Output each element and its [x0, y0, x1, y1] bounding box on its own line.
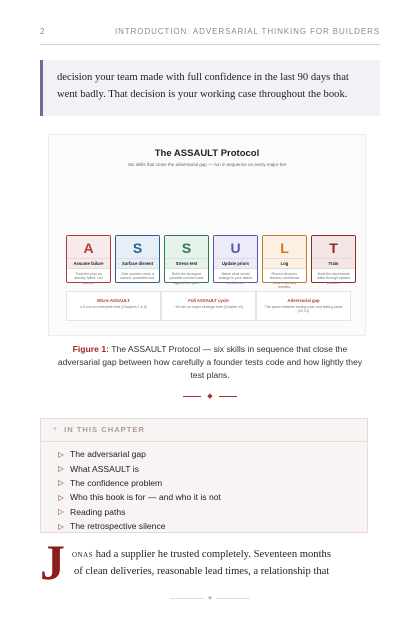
body-line-1-text: had a supplier he trusted completely. Seventeen months — [93, 549, 331, 560]
card-desc: Build the adversarial reflex through spaced practice. — [316, 272, 351, 285]
protocol-card — [311, 235, 356, 283]
card-skill: Update priors — [214, 258, 257, 269]
topic-label: What ASSAULT is — [70, 463, 139, 474]
card-skill: Stress-test — [165, 258, 208, 269]
card-desc: Record decision, dissent, confidence before memory rewrites. — [269, 272, 300, 289]
header-rule — [40, 44, 380, 45]
figure-caption — [52, 343, 368, 382]
card-skill: Assume failure — [67, 258, 110, 269]
footer-ornament — [0, 595, 420, 601]
running-header — [40, 24, 380, 38]
divider-line-right — [219, 396, 237, 397]
card-letter: T — [312, 236, 355, 258]
triangle-right-icon: ▷ — [58, 492, 64, 502]
card-desc: Build the strongest possible counter-case against the plan. — [169, 272, 204, 285]
summary-box-title: Adversarial gap — [287, 298, 320, 303]
triangle-right-icon: ▷ — [58, 449, 64, 459]
plus-icon: + — [53, 426, 59, 433]
first-word-smallcaps: onas — [72, 549, 94, 560]
card-desc: Treat the plan as already failed. List causes. — [74, 272, 103, 285]
protocol-card — [213, 235, 258, 283]
callout-box — [40, 60, 380, 116]
divider-line-left — [183, 396, 201, 397]
figure-caption-text: The ASSAULT Protocol — six skills in sequence that close the adversarial gap between how carefully a founder tests code and how lightly they test plans. — [57, 344, 363, 380]
body-line-2: of clean deliveries, reasonable lead times, a relationship that — [74, 566, 330, 577]
topic-item — [58, 461, 221, 475]
chapter-box-header — [53, 425, 145, 434]
triangle-right-icon: ▷ — [58, 478, 64, 488]
summary-box-title: Micro-ASSAULT — [97, 298, 130, 303]
summary-box-desc: 4-5 min on reversible bets (Chapters 1 & 8) — [80, 305, 147, 309]
in-this-chapter-box — [40, 418, 368, 533]
topic-label: The confidence problem — [70, 477, 163, 488]
topic-label: Reading paths — [70, 506, 126, 517]
card-letter: S — [165, 236, 208, 258]
card-letter: U — [214, 236, 257, 258]
section-divider — [0, 391, 420, 401]
triangle-right-icon: ▷ — [58, 507, 64, 517]
card-letter: A — [67, 236, 110, 258]
chapter-topic-list — [58, 447, 221, 533]
triangle-right-icon: ▷ — [58, 464, 64, 474]
topic-item — [58, 447, 221, 461]
topic-label: The adversarial gap — [70, 449, 146, 460]
summary-box — [256, 291, 351, 321]
triangle-right-icon: ▷ — [58, 521, 64, 531]
summary-box — [66, 291, 161, 321]
protocol-card — [262, 235, 307, 289]
footer-line-right — [216, 598, 250, 599]
topic-item — [58, 505, 221, 519]
protocol-card — [66, 235, 111, 283]
card-desc: Name what would change in your stated confidence. — [218, 272, 253, 285]
page-number: 2 — [40, 26, 46, 36]
figure-summary-boxes — [66, 291, 351, 321]
topic-item — [58, 476, 221, 490]
running-title: INTRODUCTION: ADVERSARIAL THINKING FOR BUILDERS — [115, 26, 380, 36]
topic-item — [58, 490, 221, 504]
chapter-box-heading: IN THIS CHAPTER — [64, 425, 145, 434]
summary-box-desc: ~90 min on major strategic bets (Chapter 10) — [173, 305, 244, 309]
protocol-cards — [66, 235, 356, 289]
chapter-box-rule — [41, 441, 367, 442]
body-line-1 — [72, 546, 368, 563]
topic-item — [58, 519, 221, 533]
summary-box-title: Full ASSAULT cycle — [188, 298, 229, 303]
footer-line-left — [170, 598, 204, 599]
card-skill: Log — [263, 258, 306, 269]
figure-image — [48, 134, 366, 336]
protocol-card — [164, 235, 209, 283]
topic-label: The retrospective silence — [70, 521, 166, 532]
protocol-card — [115, 235, 160, 283]
summary-box-desc: The space between testing code and testing plans (Ch 01) — [264, 305, 343, 314]
drop-cap: J — [40, 534, 65, 590]
card-skill: Train — [312, 258, 355, 269]
card-letter: L — [263, 236, 306, 258]
summary-box — [161, 291, 256, 321]
callout-text: decision your team made with full confidence in the last 90 days that went badly. That decision is your working case throughout the book. — [57, 72, 349, 100]
card-skill: Surface dissent — [116, 258, 159, 269]
diamond-icon: ◆ — [207, 392, 213, 400]
figure-title: The ASSAULT Protocol — [154, 148, 260, 159]
figure-label: Figure 1: — [72, 344, 109, 354]
topic-label: Who this book is for — and who it is not — [70, 492, 221, 503]
figure-subtitle: Six skills that close the adversarial gap — run in sequence on every major bet — [127, 162, 287, 167]
card-desc: Give counter-views a named, protected slot. — [120, 272, 155, 281]
dot-icon: ◆ — [208, 595, 212, 601]
card-letter: S — [116, 236, 159, 258]
